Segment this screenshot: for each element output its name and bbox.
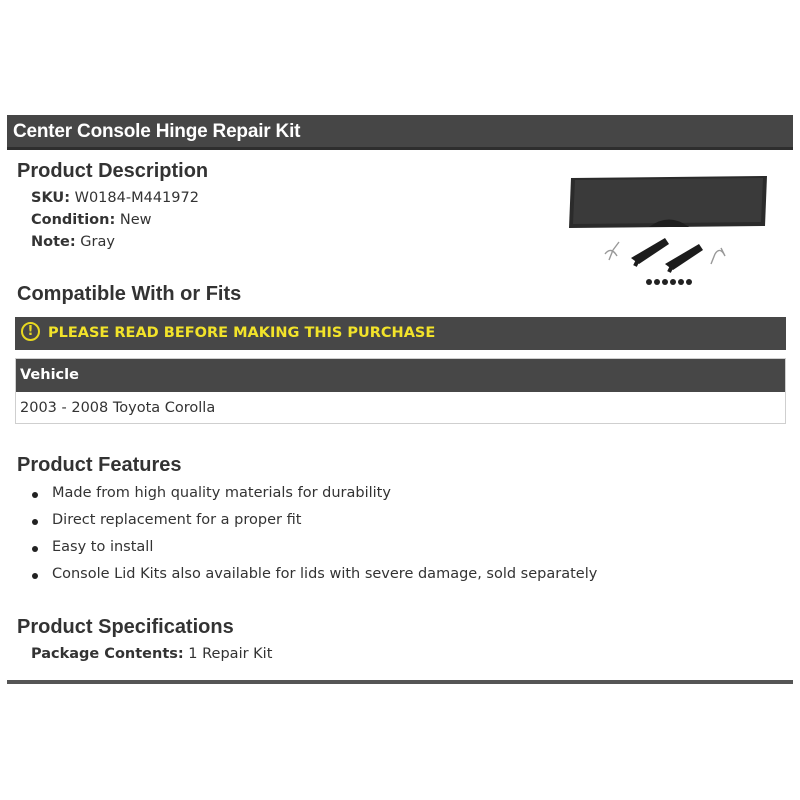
bullet-icon (32, 546, 38, 552)
features-list (30, 485, 597, 593)
note-line (31, 234, 115, 250)
compat-heading: Compatible With or Fits (17, 283, 242, 305)
warning-icon: ! (21, 322, 40, 341)
warning-banner (15, 317, 786, 350)
bullet-icon (32, 519, 38, 525)
package-label: Package Contents: (31, 646, 184, 662)
condition-line (31, 212, 152, 228)
feature-item (30, 512, 597, 539)
feature-item (30, 485, 597, 512)
feature-item (30, 566, 597, 593)
page-title: Center Console Hinge Repair Kit (13, 121, 301, 142)
feature-text: Easy to install (52, 539, 154, 555)
package-line (31, 646, 272, 662)
description-heading: Product Description (17, 160, 209, 182)
condition-label: Condition: (31, 212, 116, 228)
vehicle-table-header: Vehicle (16, 359, 785, 392)
product-image (565, 172, 773, 290)
sku-line (31, 190, 199, 206)
sku-label: SKU: (31, 190, 70, 206)
note-value: Gray (80, 234, 115, 250)
bullet-icon (32, 492, 38, 498)
condition-value: New (119, 212, 152, 228)
title-bar (7, 115, 793, 150)
warning-text: PLEASE READ BEFORE MAKING THIS PURCHASE (48, 325, 436, 341)
feature-text: Made from high quality materials for durability (52, 485, 391, 501)
vehicle-table (15, 358, 786, 424)
bottom-divider (7, 680, 793, 684)
package-value: 1 Repair Kit (188, 646, 273, 662)
specs-heading: Product Specifications (17, 616, 234, 638)
features-heading: Product Features (17, 454, 182, 476)
vehicle-row: 2003 - 2008 Toyota Corolla (20, 400, 216, 416)
note-label: Note: (31, 234, 76, 250)
feature-item (30, 539, 597, 566)
sku-value: W0184-M441972 (74, 190, 199, 206)
feature-text: Direct replacement for a proper fit (52, 512, 302, 528)
bullet-icon (32, 573, 38, 579)
feature-text: Console Lid Kits also available for lids with severe damage, sold separately (52, 566, 598, 582)
